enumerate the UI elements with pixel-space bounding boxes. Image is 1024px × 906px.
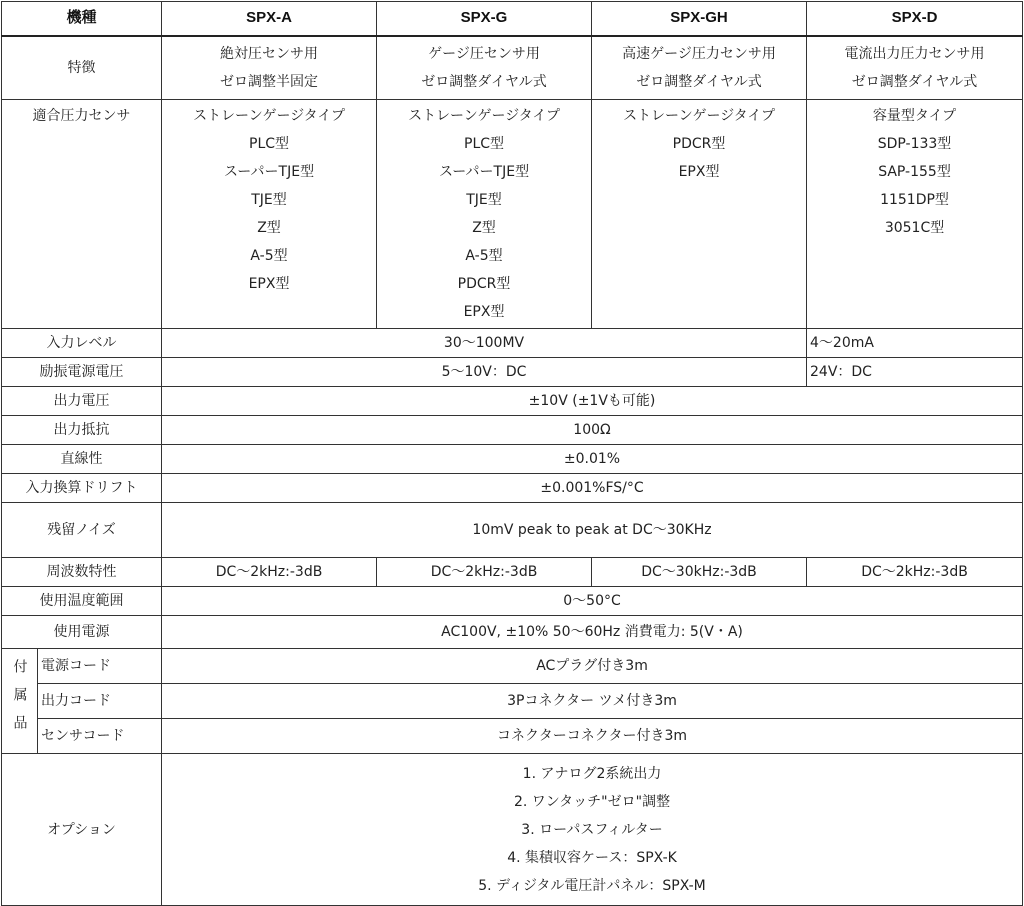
- accessory-value: 3Pコネクター ツメ付き3m: [162, 684, 1023, 719]
- frequency-value: DC～2kHz:-3dB: [162, 558, 377, 587]
- sensor-item: 3051C型: [884, 220, 945, 236]
- sensor-item: PLC型: [464, 136, 505, 152]
- excitation-row: [2, 358, 1023, 387]
- option-item: 4. 集積収容ケース：SPX-K: [507, 849, 677, 866]
- power-label: 使用電源: [2, 616, 162, 649]
- sensor-item: EPX型: [248, 276, 290, 292]
- sensor-item: スーパーTJE型: [223, 164, 315, 180]
- output-resistance-row: [2, 416, 1023, 445]
- option-item: 1. アナログ2系統出力: [522, 765, 662, 782]
- features-row: [2, 36, 1023, 100]
- power-row: [2, 616, 1023, 649]
- accessory-row: [2, 649, 1023, 684]
- feature-line: ゼロ調整ダイヤル式: [421, 73, 547, 90]
- model-spx-a: SPX-A: [162, 2, 377, 36]
- sensors-cell: [377, 100, 592, 329]
- excitation-label: 励振電源電圧: [2, 358, 162, 387]
- sensor-item: TJE型: [466, 192, 502, 208]
- sensor-item: SDP-133型: [877, 136, 952, 152]
- features-cell: [377, 36, 592, 100]
- feature-line: ゼロ調整半固定: [220, 73, 319, 90]
- sensor-item: EPX型: [678, 164, 720, 180]
- frequency-label: 周波数特性: [2, 558, 162, 587]
- accessory-value: コネクターコネクター付き3m: [162, 719, 1023, 754]
- output-voltage-row: [2, 387, 1023, 416]
- sensor-item: ストレーンゲージタイプ: [623, 108, 775, 124]
- sensor-item: 容量型タイプ: [872, 108, 957, 124]
- power-value: AC100V, ±10% 50～60Hz 消費電力: 5(V・A): [162, 616, 1023, 649]
- frequency-value: DC～2kHz:-3dB: [377, 558, 592, 587]
- noise-label: 残留ノイズ: [2, 503, 162, 558]
- accessory-label: 出力コード: [38, 684, 162, 719]
- sensor-item: A-5型: [250, 248, 288, 264]
- input-level-label: 入力レベル: [2, 329, 162, 358]
- sensors-label-text: 適合圧力センサ: [32, 108, 131, 124]
- sensors-row: [2, 100, 1023, 329]
- feature-line: 絶対圧センサ用: [220, 45, 319, 62]
- accessory-value: ACプラグ付き3m: [162, 649, 1023, 684]
- output-resistance-label: 出力抵抗: [2, 416, 162, 445]
- options-row: [2, 754, 1023, 906]
- linearity-label: 直線性: [2, 445, 162, 474]
- accessory-row: [2, 684, 1023, 719]
- sensor-item: PLC型: [249, 136, 290, 152]
- drift-row: [2, 474, 1023, 503]
- sensor-item: A-5型: [465, 248, 503, 264]
- input-level-row: [2, 329, 1023, 358]
- options-cell: [162, 754, 1023, 906]
- sensor-item: Z型: [257, 220, 281, 236]
- excitation-d-value: 24V：DC: [807, 358, 1023, 387]
- features-cell: [807, 36, 1023, 100]
- model-spx-d: SPX-D: [807, 2, 1023, 36]
- option-item: 2. ワンタッチ"ゼロ"調整: [513, 793, 671, 810]
- features-cell: [162, 36, 377, 100]
- model-label: 機種: [2, 2, 162, 36]
- feature-line: 高速ゲージ圧力センサ用: [622, 45, 776, 62]
- linearity-value: ±0.01%: [162, 445, 1023, 474]
- feature-line: ゲージ圧センサ用: [428, 45, 540, 62]
- noise-row: [2, 503, 1023, 558]
- feature-line: 電流出力圧力センサ用: [844, 45, 985, 62]
- temperature-row: [2, 587, 1023, 616]
- accessory-label: センサコード: [38, 719, 162, 754]
- frequency-value: DC～2kHz:-3dB: [807, 558, 1023, 587]
- model-spx-gh: SPX-GH: [592, 2, 807, 36]
- option-item: 3. ローパスフィルター: [521, 821, 663, 838]
- accessory-row: [2, 719, 1023, 754]
- sensor-item: ストレーンゲージタイプ: [408, 108, 560, 124]
- accessory-label: 電源コード: [38, 649, 162, 684]
- sensor-item: PDCR型: [672, 136, 726, 152]
- accessories-label: 付属品: [2, 649, 38, 754]
- output-resistance-value: 100Ω: [162, 416, 1023, 445]
- drift-value: ±0.001%FS/°C: [162, 474, 1023, 503]
- sensors-cell: [162, 100, 377, 329]
- noise-value: 10mV peak to peak at DC～30KHz: [162, 503, 1023, 558]
- sensors-cell: [592, 100, 807, 329]
- option-item: 5. ディジタル電圧計パネル：SPX-M: [478, 877, 706, 894]
- frequency-value: DC～30kHz:-3dB: [592, 558, 807, 587]
- sensor-item: SAP-155型: [878, 164, 951, 180]
- features-cell: [592, 36, 807, 100]
- frequency-row: [2, 558, 1023, 587]
- temperature-label: 使用温度範囲: [2, 587, 162, 616]
- sensor-item: スーパーTJE型: [438, 164, 530, 180]
- sensor-item: ストレーンゲージタイプ: [193, 108, 345, 124]
- temperature-value: 0～50°C: [162, 587, 1023, 616]
- sensor-item: TJE型: [251, 192, 287, 208]
- sensor-item: Z型: [472, 220, 496, 236]
- sensor-item: 1151DP型: [880, 192, 949, 208]
- sensors-label: [2, 100, 162, 329]
- input-level-value: 30～100MV: [162, 329, 807, 358]
- input-level-d-value: 4～20mA: [807, 329, 1023, 358]
- features-label: 特徴: [2, 36, 162, 100]
- options-label: オプション: [2, 754, 162, 906]
- output-voltage-label: 出力電圧: [2, 387, 162, 416]
- drift-label: 入力換算ドリフト: [2, 474, 162, 503]
- spec-table: [1, 1, 1023, 906]
- feature-line: ゼロ調整ダイヤル式: [636, 73, 762, 90]
- excitation-value: 5～10V：DC: [162, 358, 807, 387]
- output-voltage-value: ±10V (±1Vも可能): [162, 387, 1023, 416]
- feature-line: ゼロ調整ダイヤル式: [851, 73, 978, 90]
- sensors-cell: [807, 100, 1023, 329]
- header-row: [2, 2, 1023, 36]
- linearity-row: [2, 445, 1023, 474]
- sensor-item: PDCR型: [457, 276, 511, 292]
- model-spx-g: SPX-G: [377, 2, 592, 36]
- sensor-item: EPX型: [463, 304, 505, 320]
